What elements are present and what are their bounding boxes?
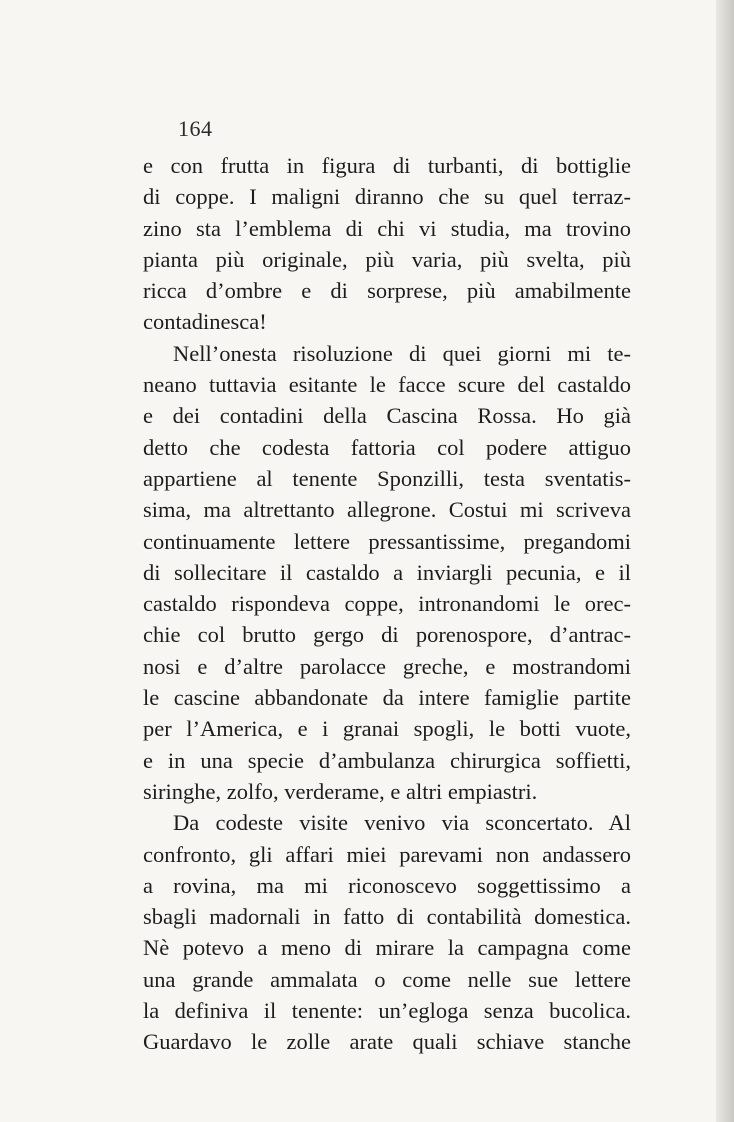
text-line: neano tuttavia esitante le facce scure del castaldo	[143, 372, 631, 398]
text-line: e in una specie d’ambulanza chirurgica soffietti,	[143, 747, 631, 773]
text-line: nosi e d’altre parolacce greche, e mostrandomi	[143, 653, 631, 679]
text-line: di sollecitare il castaldo a inviargli pecunia, e il	[143, 559, 631, 585]
text-line: appartiene al tenente Sponzilli, testa sventatis-	[143, 465, 631, 491]
page-number: 164	[178, 116, 213, 141]
text-line: a rovina, ma mi riconoscevo soggettissimo a	[143, 872, 631, 898]
text-line: una grande ammalata o come nelle sue lettere	[143, 966, 631, 992]
text-line: e con frutta in figura di turbanti, di bottiglie	[143, 153, 631, 178]
text-line: detto che codesta fattoria col podere attiguo	[143, 434, 631, 460]
text-line: pianta più originale, più varia, più svelta, più	[143, 246, 631, 272]
page-edge-shadow	[716, 0, 734, 1122]
text-line: continuamente lettere pressantissime, pregandomi	[143, 528, 631, 554]
text-line: le cascine abbandonate da intere famiglie partite	[143, 685, 631, 711]
paragraph-start-line: Da codeste visite venivo via sconcertato. Al	[173, 810, 631, 836]
text-line: castaldo rispondeva coppe, intronandomi le orec-	[143, 591, 631, 617]
text-line: Guardavo le zolle arate quali schiave stanche	[143, 1029, 631, 1055]
text-line: chie col brutto gergo di porenospore, d’antrac-	[143, 622, 631, 648]
text-line: Nè potevo a meno di mirare la campagna come	[143, 935, 631, 961]
text-line: siringhe, zolfo, verderame, e altri empiastri.	[143, 778, 538, 804]
text-line: la definiva il tenente: un’egloga senza bucolica.	[143, 998, 631, 1024]
body-text	[143, 150, 631, 1058]
text-line: per l’America, e i granai spogli, le botti vuote,	[143, 716, 631, 742]
text-line: e dei contadini della Cascina Rossa. Ho già	[143, 403, 631, 429]
text-line: zino sta l’emblema di chi vi studia, ma trovino	[143, 215, 631, 241]
text-line: sima, ma altrettanto allegrone. Costui mi scriveva	[143, 497, 631, 523]
paragraph-start-line: Nell’onesta risoluzione di quei giorni mi te-	[173, 340, 631, 366]
text-line: contadinesca!	[143, 309, 267, 335]
text-line: sbagli madornali in fatto di contabilità domestica.	[143, 904, 631, 930]
text-line: confronto, gli affari miei parevami non andassero	[143, 841, 631, 867]
text-line: di coppe. I maligni diranno che su quel terraz-	[143, 184, 631, 210]
text-line: ricca d’ombre e di sorprese, più amabilmente	[143, 278, 631, 304]
